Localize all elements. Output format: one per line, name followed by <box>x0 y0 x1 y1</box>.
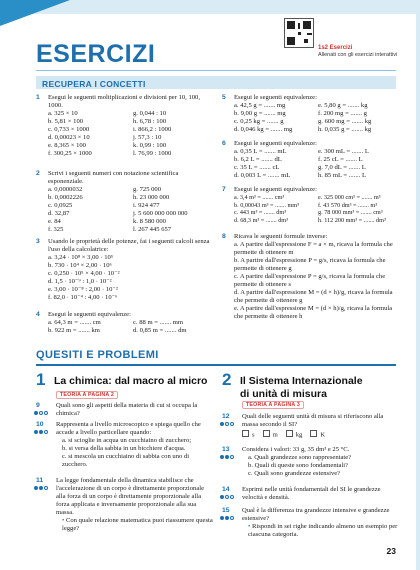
chapter-number: 1 <box>36 370 46 389</box>
exercise-text: Esegui le seguenti equivalenze: <box>234 94 317 101</box>
exercise-items <box>234 241 398 321</box>
item: d. 0,00023 × 10 <box>48 134 90 142</box>
item: c. 88 m = ....... mm <box>133 319 184 327</box>
difficulty-dots <box>220 516 234 520</box>
exercise-text: Scrivi i seguenti numeri con notazione scientifica esponenziale. <box>48 170 179 186</box>
question-10 <box>36 421 214 469</box>
section-divider <box>36 364 396 366</box>
question-number: 14 <box>222 486 230 493</box>
choice-checkbox[interactable]: s <box>242 430 255 440</box>
item: a. 0,0000032 <box>48 186 83 194</box>
exercise-text: Usando le proprietà delle potenze, fai i seguenti calcoli senza l'uso della calcolatrice: <box>48 238 210 254</box>
sub-item: b. Quali di queste sono fondamentali? <box>248 462 348 470</box>
difficulty-dots <box>34 430 48 434</box>
exercise-items <box>234 148 398 180</box>
exercise-text: Esegui le seguenti equivalenze: <box>234 186 317 193</box>
choice-list <box>242 430 398 440</box>
item: j. 57,3 : 10 <box>133 134 162 142</box>
item: a. 3,4 m³ = ....... cm³ <box>234 194 285 202</box>
item: e. 5,80 g = ....... kg <box>318 102 368 110</box>
item: d. A partire dall'espressione M = (d × h)/g, ricava la formula che permette di ottenere g <box>234 289 393 305</box>
corner-decoration <box>0 0 70 26</box>
question-text: Rappresenta a livello microscopico e spiega quello che accade a livello particellare quando: <box>56 421 201 437</box>
item: g. 600 mg = ....... kg <box>318 118 372 126</box>
difficulty-dots <box>220 495 234 499</box>
page-edge-band <box>416 0 420 570</box>
difficulty-dots <box>34 486 48 490</box>
sub-item: a. Quali grandezze sono rappresentate? <box>248 454 352 462</box>
exercise-number: 6 <box>222 140 226 147</box>
chapter-title <box>240 375 363 400</box>
item: f. 82,0 · 10⁻⁴ : 4,00 · 10⁻⁶ <box>48 294 118 302</box>
item: k. 8 580 000 <box>133 218 166 226</box>
item: d. 1,5 · 10⁻⁹ : 1,0 · 10⁻² <box>48 278 112 286</box>
item: i. 866,2 : 1000 <box>133 126 172 134</box>
choice-checkbox[interactable]: K <box>310 430 325 440</box>
item: h. 112 200 mm³ = ....... dm³ <box>318 216 386 224</box>
question-text: La legge fondamentale della dinamica stabilisce che l'accelerazione di un corpo è direttamente proporzionale alla forza di un corpo è direttamente proporzionale alla forza applicata e inversamente proporzionale alla sua massa. <box>56 477 205 517</box>
choice-checkbox[interactable]: kg <box>286 430 303 440</box>
item: f. 25 cL = ....... L <box>318 156 363 164</box>
title-divider <box>36 70 396 71</box>
chapter-title: La chimica: dal macro al micro <box>54 375 208 387</box>
question-text: Qual è la differenza tra grandezze intensive e grandezze estensive? <box>242 507 390 523</box>
item: f. 200 mg = ....... g <box>318 110 367 118</box>
exercise-text: Esegui le seguenti moltiplicazioni e divisioni per 10, 100, 1000. <box>48 94 200 110</box>
item: h. 0,035 g = ....... kg <box>318 126 372 134</box>
difficulty-dots <box>220 422 234 426</box>
item: a. A partire dall'espressione F = a × m, ricava la formula che permette di ottenere m <box>234 241 393 257</box>
question-9 <box>36 402 214 418</box>
item: c. 0,0925 <box>48 202 73 210</box>
item: b. 9,00 g = ....... mg <box>234 110 286 118</box>
qr-code-icon[interactable] <box>284 18 314 48</box>
question-number: 11 <box>36 477 44 484</box>
bullet-item: • Con quale relazione matematica puoi riassumere questa legge? <box>62 517 214 533</box>
bullet-item: • Rispondi in sei righe indicando almeno un esempio per ciascuna categoria. <box>248 523 398 539</box>
exercise-8 <box>222 233 398 321</box>
exercise-number: 3 <box>36 238 40 245</box>
zte-code: 1s2 Esercizi <box>318 45 353 51</box>
item: d. 0,046 kg = ....... mg <box>234 126 293 134</box>
item: b. 730 · 10⁴ × 2,00 · 10⁶ <box>48 262 112 270</box>
item: a. 325 × 10 <box>48 110 78 118</box>
exercise-number: 8 <box>222 233 226 240</box>
exercise-items <box>48 254 214 302</box>
item: l. 267 445 657 <box>133 226 172 234</box>
exercise-text: Esegui le seguenti equivalenze: <box>234 140 317 147</box>
chapter-title-line: di unità di misura <box>240 387 327 400</box>
item: f. 325 <box>48 226 64 234</box>
item: g. 725 000 <box>133 186 162 194</box>
question-12 <box>222 413 398 440</box>
teoria-link[interactable]: TEORIA A PAGINA 2 <box>56 391 118 399</box>
question-number: 13 <box>222 446 230 453</box>
zte-caption: Allenati con gli esercizi interattivi <box>318 52 398 58</box>
item: e. 84 <box>48 218 61 226</box>
section-header-quesiti: QUESITI E PROBLEMI <box>36 349 159 361</box>
item: b. A partire dall'espressione P = g/s, ricava la formula che permette di ottenere g <box>234 257 386 273</box>
item: e. 8,365 × 100 <box>48 142 86 150</box>
item: e. A partire dall'espressione M = (d × h)/g, ricava la formula che permette di ottenere h <box>234 305 393 321</box>
item: d. 32,87 <box>48 210 70 218</box>
item: d. 0,85 m = ....... dm <box>133 327 187 335</box>
difficulty-dots <box>34 411 48 415</box>
question-text: Quali sono gli aspetti della materia di cui si occupa la chimica? <box>56 402 198 418</box>
sub-item: a. si scioglie in acqua un cucchiaino di zucchero; <box>62 437 192 445</box>
choice-checkbox[interactable]: m <box>263 430 278 440</box>
item: c. 0,733 × 1000 <box>48 126 90 134</box>
item: b. 0,00043 m³ = ....... mm³ <box>234 201 299 209</box>
item: h. 6,78 : 100 <box>133 118 167 126</box>
exercise-items <box>48 319 214 335</box>
exercise-number: 4 <box>36 311 40 318</box>
question-number: 9 <box>36 402 40 409</box>
item: l. 76,99 : 1000 <box>133 150 172 158</box>
question-13 <box>222 446 398 478</box>
chapter-title-line: Il Sistema Internazionale <box>240 375 363 387</box>
exercise-text: Ricava le seguenti formule inverse: <box>234 233 328 240</box>
exercise-number: 1 <box>36 94 40 101</box>
sub-item: c. Quali sono grandezze estensive? <box>248 470 341 478</box>
item: h. 23 000 000 <box>133 194 170 202</box>
exercise-5 <box>222 94 398 134</box>
item: b. 5,81 × 100 <box>48 118 84 126</box>
item: g. 0,044 : 10 <box>133 110 167 118</box>
exercise-6 <box>222 140 398 180</box>
item: b. 922 m = ....... km <box>48 327 100 335</box>
question-15 <box>222 507 398 539</box>
item: c. 0,25 kg = ....... g <box>234 118 284 126</box>
question-text: Considera i valori: 33 g, 35 dm³ e 25 °C. <box>242 446 350 453</box>
section-header-recupera: RECUPERA I CONCETTI <box>36 76 396 89</box>
exercise-number: 7 <box>222 186 226 193</box>
item: b. 6,2 L = ....... dL <box>234 156 282 164</box>
exercise-2 <box>36 170 214 234</box>
item: j. 5 600 000 000 000 <box>133 210 188 218</box>
sub-item: c. si mescola un cucchiaino di sabbia con uno di zucchero. <box>62 453 190 469</box>
exercise-number: 2 <box>36 170 40 177</box>
item: d. 68,3 m³ = ....... dm³ <box>234 216 288 224</box>
difficulty-dots <box>220 455 234 459</box>
item: d. 0,003 L = ....... mL <box>234 172 291 180</box>
item: k. 0,99 : 100 <box>133 142 167 150</box>
exercise-items <box>234 194 398 224</box>
item: c. 0,250 · 10⁵ × 4,00 · 10⁻² <box>48 270 120 278</box>
item: c. 443 m³ = ....... dm³ <box>234 209 287 217</box>
question-number: 15 <box>222 507 230 514</box>
exercise-items <box>48 186 214 234</box>
teoria-link[interactable]: TEORIA A PAGINA 3 <box>242 401 304 409</box>
exercise-7 <box>222 186 398 224</box>
item: c. 35 L = ....... cL <box>234 164 280 172</box>
question-14 <box>222 486 398 502</box>
item: c. A partire dall'espressione P = g/s, ricava la formula che permette di ottenere s <box>234 273 386 289</box>
item: f. 43 570 dm³ = ....... m³ <box>318 201 378 209</box>
exercise-items <box>48 110 214 158</box>
item: a. 64,3 m = ....... cm <box>48 319 101 327</box>
page-number: 23 <box>386 546 396 556</box>
question-11 <box>36 477 214 533</box>
sub-item: b. si versa della sabbia in un bicchiere d'acqua. <box>62 445 186 453</box>
item: b. 0,0002226 <box>48 194 83 202</box>
exercise-1 <box>36 94 214 158</box>
question-number: 10 <box>36 421 44 428</box>
exercise-number: 5 <box>222 94 226 101</box>
item: g. 7,0 dL = ....... L <box>318 164 366 172</box>
question-text: Quali delle seguenti unità di misura si riferiscono alla massa secondo il SI? <box>242 413 384 429</box>
item: e. 3,00 · 10⁻⁸ : 2,00 · 10⁻² <box>48 286 118 294</box>
exercise-3 <box>36 238 214 302</box>
question-number: 12 <box>222 413 230 420</box>
exercise-items <box>234 102 398 134</box>
page-title: ESERCIZI <box>36 40 156 68</box>
item: a. 3,24 · 10⁸ × 3,00 · 10⁵ <box>48 254 114 262</box>
item: a. 42,5 g = ....... mg <box>234 102 286 110</box>
exercise-text: Esegui le seguenti equivalenze: <box>48 311 131 318</box>
question-text: Esprimi nelle unità fondamentali del SI le grandezze velocità e densità. <box>242 486 381 502</box>
chapter-number: 2 <box>222 370 232 389</box>
item: a. 0,35 L = ....... mL <box>234 148 287 156</box>
item: g. 78 000 mm³ = ....... cm³ <box>318 209 383 217</box>
item: i. 924 477 <box>133 202 160 210</box>
item: h. 85 mL = ....... L <box>318 172 366 180</box>
item: e. 300 mL = ....... L <box>318 148 369 156</box>
exercise-4 <box>36 311 214 335</box>
item: e. 325 000 cm³ = ....... m³ <box>318 194 381 202</box>
item: f. 300,25 × 1000 <box>48 150 92 158</box>
